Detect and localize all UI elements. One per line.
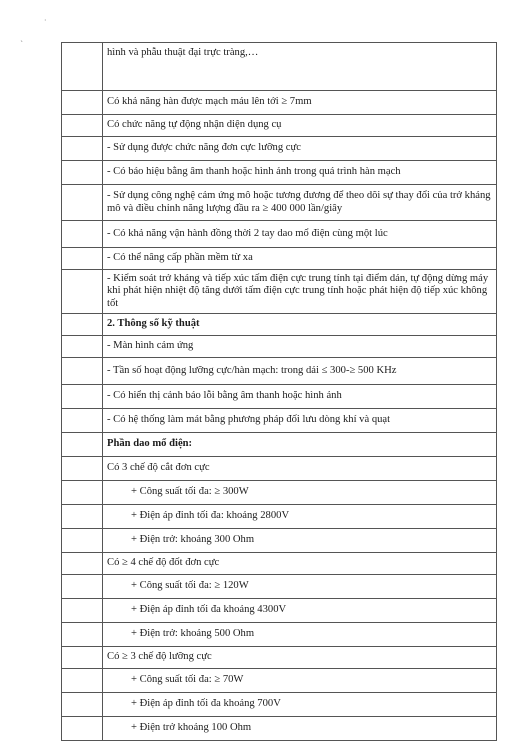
- table-row: [62, 457, 497, 481]
- spec-cell: - Có hệ thống làm mát bằng phương pháp đối lưu dòng khí và quạt: [103, 409, 497, 433]
- table-row: [62, 481, 497, 505]
- index-cell: [62, 270, 103, 314]
- index-cell: [62, 647, 103, 669]
- table-row: [62, 115, 497, 137]
- index-cell: [62, 553, 103, 575]
- table-row: [62, 43, 497, 91]
- table-row: [62, 385, 497, 409]
- spec-cell: Có ≥ 3 chế độ lưỡng cực: [103, 647, 497, 669]
- table-row: [62, 693, 497, 717]
- spec-cell: Có ≥ 4 chế độ đốt đơn cực: [103, 553, 497, 575]
- index-cell: [62, 91, 103, 115]
- index-cell: [62, 457, 103, 481]
- spec-table: [61, 42, 497, 741]
- table-row: [62, 409, 497, 433]
- index-cell: [62, 599, 103, 623]
- indented-value: + Công suất tối đa: ≥ 120W: [131, 580, 249, 592]
- table-row: [62, 248, 497, 270]
- table-row: [62, 314, 497, 336]
- table-row: [62, 717, 497, 741]
- table-row: [62, 358, 497, 385]
- index-cell: [62, 137, 103, 161]
- index-cell: [62, 623, 103, 647]
- table-row: [62, 529, 497, 553]
- index-cell: [62, 161, 103, 185]
- table-row: [62, 270, 497, 314]
- index-cell: [62, 385, 103, 409]
- index-cell: [62, 693, 103, 717]
- index-cell: [62, 336, 103, 358]
- table-row: [62, 185, 497, 221]
- indented-value: + Điện trở khoảng 100 Ohm: [131, 722, 252, 734]
- indented-value: + Điện áp đỉnh tối đa khoảng 700V: [131, 698, 281, 710]
- spec-cell: Có chức năng tự động nhận diện dụng cụ: [103, 115, 497, 137]
- spec-cell: hình và phẫu thuật đại trực tràng,…: [103, 43, 497, 91]
- indented-value: + Điện áp đỉnh tối đa khoảng 4300V: [131, 604, 287, 616]
- spec-cell: Có khả năng hàn được mạch máu lên tới ≥ 7mm: [103, 91, 497, 115]
- index-cell: [62, 248, 103, 270]
- table-row: [62, 336, 497, 358]
- table-row: [62, 599, 497, 623]
- indented-value: + Điện trở: khoảng 300 Ohm: [131, 534, 255, 546]
- indented-value: + Điện trở: khoảng 500 Ohm: [131, 628, 255, 640]
- spec-cell: [103, 693, 497, 717]
- spec-cell: - Có khả năng vận hành đồng thời 2 tay dao mổ điện cùng một lúc: [103, 221, 497, 248]
- spec-cell: - Tần số hoạt động lưỡng cực/hàn mạch: trong dải ≤ 300-≥ 500 KHz: [103, 358, 497, 385]
- table-row: [62, 669, 497, 693]
- index-cell: [62, 529, 103, 553]
- spec-cell: [103, 717, 497, 741]
- index-cell: [62, 314, 103, 336]
- indented-value: + Điện áp đỉnh tối đa: khoảng 2800V: [131, 510, 290, 522]
- scan-speck: ˋ: [20, 40, 24, 49]
- index-cell: [62, 185, 103, 221]
- table-row: [62, 575, 497, 599]
- index-cell: [62, 43, 103, 91]
- spec-cell: [103, 623, 497, 647]
- indented-value: + Công suất tối đa: ≥ 300W: [131, 486, 249, 498]
- spec-cell: Có 3 chế độ cắt đơn cực: [103, 457, 497, 481]
- index-cell: [62, 221, 103, 248]
- spec-cell: - Có thể nâng cấp phần mềm từ xa: [103, 248, 497, 270]
- section-heading: Phần dao mổ điện:: [103, 433, 497, 457]
- table-row: [62, 91, 497, 115]
- spec-cell: - Sử dụng công nghệ cảm ứng mô hoặc tương đương để theo dõi sự thay đổi của trở kháng mô và điều chỉnh năng lượng đầu ra ≥ 400 000 lần/giây: [103, 185, 497, 221]
- spec-cell: [103, 575, 497, 599]
- spec-cell: [103, 669, 497, 693]
- table-row: [62, 433, 497, 457]
- section-heading: 2. Thông số kỹ thuật: [103, 314, 497, 336]
- index-cell: [62, 433, 103, 457]
- table-row: [62, 161, 497, 185]
- indented-value: + Công suất tối đa: ≥ 70W: [131, 674, 244, 686]
- index-cell: [62, 481, 103, 505]
- table-row: [62, 623, 497, 647]
- index-cell: [62, 358, 103, 385]
- spec-cell: - Có hiển thị cảnh báo lỗi bằng âm thanh hoặc hình ảnh: [103, 385, 497, 409]
- index-cell: [62, 669, 103, 693]
- spec-cell: [103, 481, 497, 505]
- spec-cell: - Sử dụng được chức năng đơn cực lưỡng cực: [103, 137, 497, 161]
- index-cell: [62, 115, 103, 137]
- table-row: [62, 647, 497, 669]
- spec-cell: [103, 505, 497, 529]
- table-row: [62, 221, 497, 248]
- index-cell: [62, 575, 103, 599]
- index-cell: [62, 505, 103, 529]
- table-row: [62, 505, 497, 529]
- index-cell: [62, 409, 103, 433]
- spec-cell: [103, 529, 497, 553]
- scan-speck: ·: [44, 16, 47, 25]
- spec-cell: - Kiểm soát trở kháng và tiếp xúc tấm điện cực trung tính tại điểm dán, tự động dừng máy khi phát hiện nhiệt độ tăng dưới tấm điện cực trung tính hoặc phát hiện độ tiếp xúc không tốt: [103, 270, 497, 314]
- spec-cell: - Màn hình cảm ứng: [103, 336, 497, 358]
- table-row: [62, 553, 497, 575]
- index-cell: [62, 717, 103, 741]
- spec-cell: - Có báo hiệu bằng âm thanh hoặc hình ảnh trong quá trình hàn mạch: [103, 161, 497, 185]
- table-row: [62, 137, 497, 161]
- spec-cell: [103, 599, 497, 623]
